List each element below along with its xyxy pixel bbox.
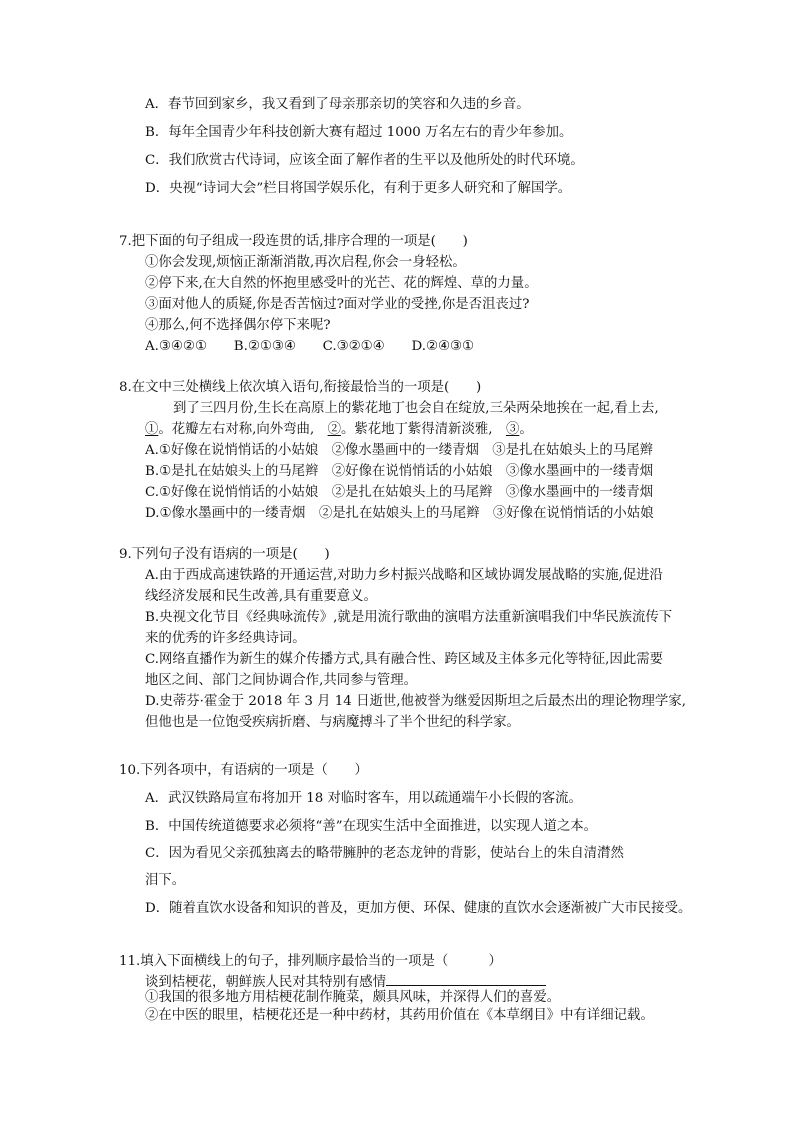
q9-option-b-line-2: 来的优秀的许多经典诗词。 bbox=[145, 631, 306, 646]
q10-option-c-line-1: C．因为看见父亲孤独离去的略带臃肿的老态龙钟的背影，使站台上的朱自清潸然 bbox=[145, 846, 624, 861]
q10-option-c-line-2: 泪下。 bbox=[145, 873, 186, 888]
q10-option-a: A．武汉铁路局宣布将加开 18 对临时客车，用以疏通端午小长假的客流。 bbox=[145, 791, 582, 806]
q9-option-c-line-1: C.网络直播作为新生的媒介传播方式,具有融合性、跨区域及主体多元化等特征,因此需要 bbox=[145, 652, 663, 667]
q11-answer-blank bbox=[386, 971, 546, 986]
q10-option-b: B．中国传统道德要求必须将“善”在现实生活中全面推进，以实现人道之本。 bbox=[145, 819, 598, 834]
q9-option-c-line-2: 地区之间、部门之间协调合作,共同参与管理。 bbox=[145, 673, 418, 688]
q8-option-c: C.①好像在说悄悄话的小姑娘 ②是扎在姑娘头上的马尾辫 ③像水墨画中的一缕青烟 bbox=[145, 485, 654, 500]
q7-sentence-1: ①你会发现,烦恼正渐渐消散,再次启程,你会一身轻松。 bbox=[145, 255, 466, 270]
q8-option-a: A.①好像在说悄悄话的小姑娘 ②像水墨画中的一缕青烟 ③是扎在姑娘头上的马尾辫 bbox=[145, 443, 653, 458]
q6-option-a: A．春节回到家乡，我又看到了母亲那亲切的笑容和久违的乡音。 bbox=[145, 97, 530, 112]
q10-stem: 10.下列各项中，有语病的一项是（ ） bbox=[119, 763, 368, 778]
q7-sentence-4: ④那么,何不选择偶尔停下来呢? bbox=[145, 318, 331, 333]
q10-option-d: D．随着直饮水设备和知识的普及，更加方便、环保、健康的直饮水会逐渐被广大市民接受。 bbox=[145, 901, 692, 916]
q8-stem: 8.在文中三处横线上依次填入语句,衔接最恰当的一项是( ) bbox=[119, 380, 482, 395]
q8-option-d: D.①像水墨画中的一缕青烟 ②是扎在姑娘头上的马尾辫 ③好像在说悄悄话的小姑娘 bbox=[145, 506, 654, 521]
q11-sentence-2: ②在中医的眼里，桔梗花还是一种中药材，其药用价值在《本草纲目》中有详细记载。 bbox=[145, 1008, 654, 1023]
q9-option-b-line-1: B.央视文化节目《经典咏流传》,就是用流行歌曲的演唱方法重新演唱我们中华民族流传下 bbox=[145, 610, 673, 625]
q8-option-b: B.①是扎在姑娘头上的马尾辫 ②好像在说悄悄话的小姑娘 ③像水墨画中的一缕青烟 bbox=[145, 464, 654, 479]
q9-option-a-line-2: 线经济发展和民生改善,具有重要意义。 bbox=[145, 589, 377, 604]
q8-blank-1: ① bbox=[145, 422, 159, 437]
q7-sentence-3: ③面对他人的质疑,你是否苦恼过?面对学业的受挫,你是否沮丧过? bbox=[145, 297, 530, 312]
q8-blank-3: ③ bbox=[505, 422, 520, 437]
q7-stem: 7.把下面的句子组成一段连贯的话,排序合理的一项是( ) bbox=[119, 234, 468, 249]
q9-option-d-line-1: D.史蒂芬·霍金于 2018 年 3 月 14 日逝世,他被誉为继爱因斯坦之后最杰出的理论物理学家, bbox=[145, 694, 686, 709]
q9-option-d-line-2: 但他也是一位饱受疾病折磨、与病魔搏斗了半个世纪的科学家。 bbox=[145, 715, 520, 730]
q11-intro: 谈到桔梗花，朝鲜族人民对其特别有感情 bbox=[145, 971, 546, 992]
q8-passage-line-2: ①。花瓣左右对称,向外弯曲, ②。紫花地丁紫得清新淡雅, ③。 bbox=[145, 422, 533, 437]
q9-option-a-line-1: A.由于西成高速铁路的开通运营,对助力乡村振兴战略和区域协调发展战略的实施,促进沿 bbox=[145, 568, 663, 583]
q11-sentence-1: ①我国的很多地方用桔梗花制作腌菜，颇具风味，并深得人们的喜爱。 bbox=[145, 990, 561, 1005]
q7-sentence-2: ②停下来,在大自然的怀抱里感受叶的光芒、花的辉煌、草的力量。 bbox=[145, 276, 538, 291]
q7-options: A.③④②① B.②①③④ C.③②①④ D.②④③① bbox=[145, 339, 474, 354]
q8-blank-2: ② bbox=[327, 422, 341, 437]
q6-option-c: C．我们欣赏古代诗词，应该全面了解作者的生平以及他所处的时代环境。 bbox=[145, 153, 584, 168]
q6-option-b: B．每年全国青少年科技创新大赛有超过 1000 万名左右的青少年参加。 bbox=[145, 125, 573, 140]
q11-stem: 11.填入下面横线上的句子，排列顺序最恰当的一项是（ ） bbox=[119, 954, 502, 969]
q8-passage-line-1: 到了三四月份,生长在高原上的紫花地丁也会自在绽放,三朵两朵地挨在一起,看上去, bbox=[173, 401, 659, 416]
q6-option-d: D．央视“诗词大会”栏目将国学娱乐化，有利于更多人研究和了解国学。 bbox=[145, 181, 572, 196]
q9-stem: 9.下列句子没有语病的一项是( ) bbox=[119, 547, 330, 562]
